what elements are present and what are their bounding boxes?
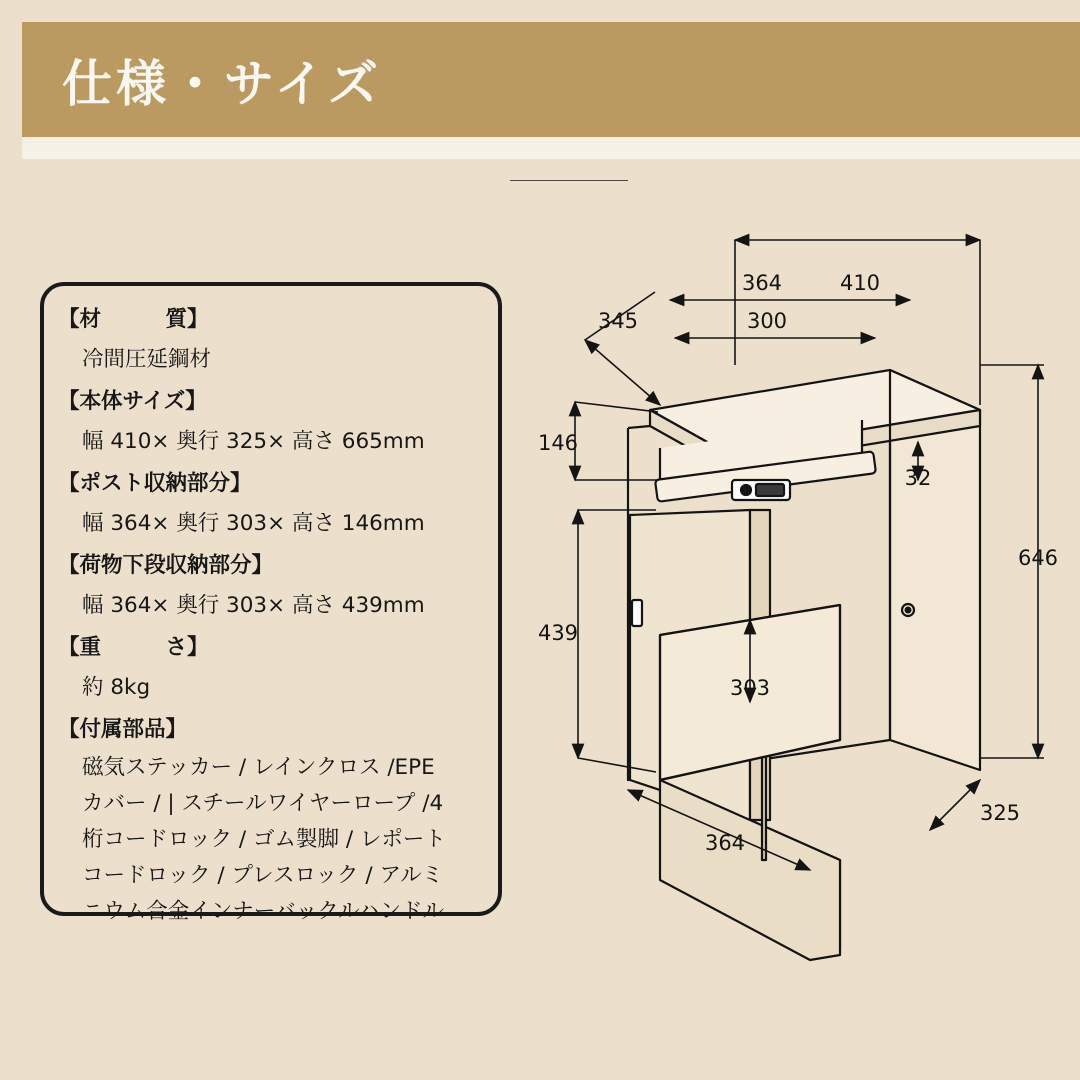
- header-underline-strip: [0, 137, 1080, 159]
- spec-group-post-compartment: [58, 464, 498, 544]
- dim-total-height: 646: [1017, 546, 1059, 570]
- spec-label: 【材 質】: [58, 307, 209, 332]
- dim-inner-depth: 303: [729, 676, 771, 700]
- spec-value: 幅 364× 奥行 303× 高さ 439mm: [82, 593, 425, 618]
- page-title: 仕様・サイズ: [62, 55, 382, 113]
- spec-value: コードロック / プレスロック / アルミ: [82, 863, 444, 888]
- spec-label: 【付属部品】: [58, 717, 188, 742]
- spec-label: 【ポスト収納部分】: [58, 471, 252, 496]
- spec-value: 磁気ステッカー / レインクロス /EPE: [82, 755, 435, 780]
- header-left-notch: [0, 22, 22, 159]
- dim-gap: 32: [904, 466, 932, 490]
- dim-post-height: 146: [537, 431, 579, 455]
- dim-inner-width: 300: [746, 309, 788, 333]
- dim-top-depth: 345: [597, 309, 639, 333]
- spec-label: 【本体サイズ】: [58, 389, 207, 414]
- spec-group-body-size: [58, 382, 498, 462]
- dim-top-width: 410: [839, 271, 881, 295]
- dim-inner-width-top: 364: [741, 271, 783, 295]
- dim-side-depth: 325: [979, 801, 1021, 825]
- spec-list: [58, 300, 498, 932]
- spec-value: 桁コードロック / ゴム製脚 / レポート: [82, 827, 446, 852]
- spec-label: 【重 さ】: [58, 635, 209, 660]
- spec-value: カバー / | スチールワイヤーロープ /4: [82, 791, 444, 816]
- spec-value: ニウム合金インナーバックルハンドル: [82, 899, 445, 924]
- dim-lower-height: 439: [537, 621, 579, 645]
- spec-group-lower-compartment: [58, 546, 498, 626]
- spec-value: 冷間圧延鋼材: [82, 347, 212, 372]
- spec-value: 約 8kg: [82, 675, 151, 700]
- spec-group-material: [58, 300, 498, 380]
- spec-group-accessories: [58, 710, 498, 930]
- spec-value: 幅 364× 奥行 303× 高さ 146mm: [82, 511, 425, 536]
- dim-front-width: 364: [704, 831, 746, 855]
- product-dimension-drawing: [510, 180, 1080, 980]
- spec-label: 【荷物下段収納部分】: [58, 553, 274, 578]
- spec-group-weight: [58, 628, 498, 708]
- spec-value: 幅 410× 奥行 325× 高さ 665mm: [82, 429, 425, 454]
